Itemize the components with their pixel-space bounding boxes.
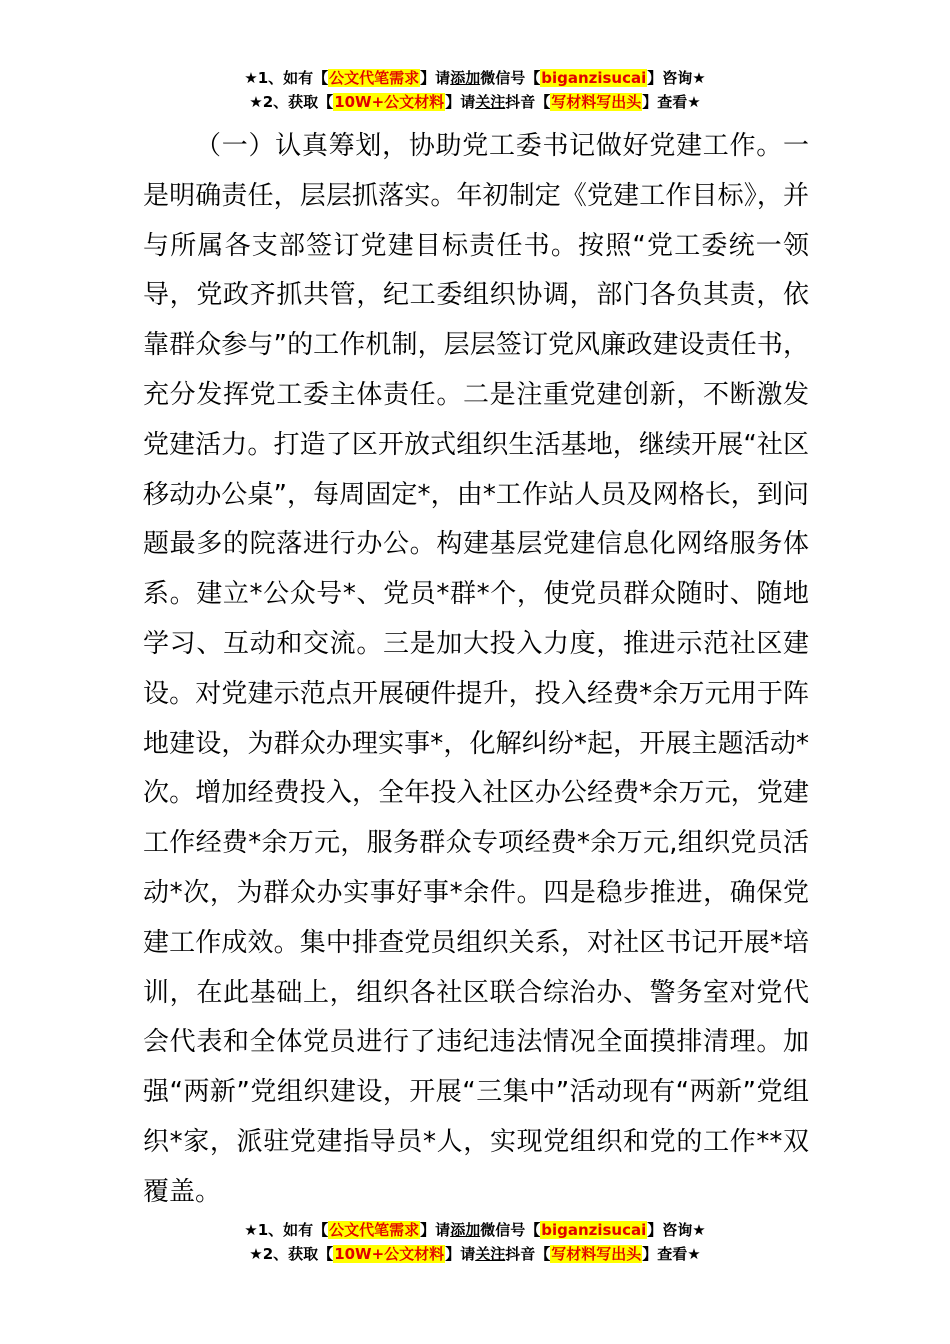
highlight-materials: 10W+公文材料 — [334, 93, 445, 111]
underlined-follow: 关注 — [475, 1245, 506, 1263]
header-promo-banner — [0, 66, 950, 114]
highlight-materials: 10W+公文材料 — [334, 1245, 445, 1263]
promo-line-1: ★1、如有【公文代笔需求】请添加微信号【biganzisucai】咨询★ — [244, 69, 706, 87]
underlined-follow: 关注 — [475, 93, 506, 111]
document-body — [143, 122, 809, 1218]
highlight-service: 公文代笔需求 — [329, 1221, 420, 1239]
underlined-add: 添加 — [450, 69, 481, 87]
promo-line-1: ★1、如有【公文代笔需求】请添加微信号【biganzisucai】咨询★ — [244, 1221, 706, 1239]
footer-promo-banner — [0, 1218, 950, 1266]
highlight-douyin: 写材料写出头 — [551, 93, 642, 111]
highlight-douyin: 写材料写出头 — [551, 1245, 642, 1263]
promo-line-2: ★2、获取【10W+公文材料】请关注抖音【写材料写出头】查看★ — [249, 93, 701, 111]
highlight-wechat-id: biganzisucai — [541, 1221, 647, 1239]
highlight-wechat-id: biganzisucai — [541, 69, 647, 87]
highlight-service: 公文代笔需求 — [329, 69, 420, 87]
body-paragraph: （一）认真筹划，协助党工委书记做好党建工作。一是明确责任，层层抓落实。年初制定《党建工作目标》，并与所属各支部签订党建目标责任书。按照“党工委统一领导，党政齐抓共管，纪工委组织协调，部门各负其责，依靠群众参与”的工作机制，层层签订党风廉政建设责任书，充分发挥党工委主体责任。二是注重党建创新，不断激发党建活力。打造了区开放式组织生活基地，继续开展“社区移动办公桌”，每周固定*，由*工作站人员及网格长，到问题最多的院落进行办公。构建基层党建信息化网络服务体系。建立*公众号*、党员*群*个，使党员群众随时、随地学习、互动和交流。三是加大投入力度，推进示范社区建设。对党建示范点开展硬件提升，投入经费*余万元用于阵地建设，为群众办理实事*，化解纠纷*起，开展主题活动*次。增加经费投入，全年投入社区办公经费*余万元，党建工作经费*余万元，服务群众专项经费*余万元,组织党员活动*次，为群众办实事好事*余件。四是稳步推进，确保党建工作成效。集中排查党员组织关系，对社区书记开展*培训，在此基础上，组织各社区联合综治办、警务室对党代会代表和全体党员进行了违纪违法情况全面摸排清理。加强“两新”党组织建设，开展“三集中”活动现有“两新”党组织*家，派驻党建指导员*人，实现党组织和党的工作**双覆盖。 — [143, 131, 809, 1207]
underlined-add: 添加 — [450, 1221, 481, 1239]
promo-line-2: ★2、获取【10W+公文材料】请关注抖音【写材料写出头】查看★ — [249, 1245, 701, 1263]
